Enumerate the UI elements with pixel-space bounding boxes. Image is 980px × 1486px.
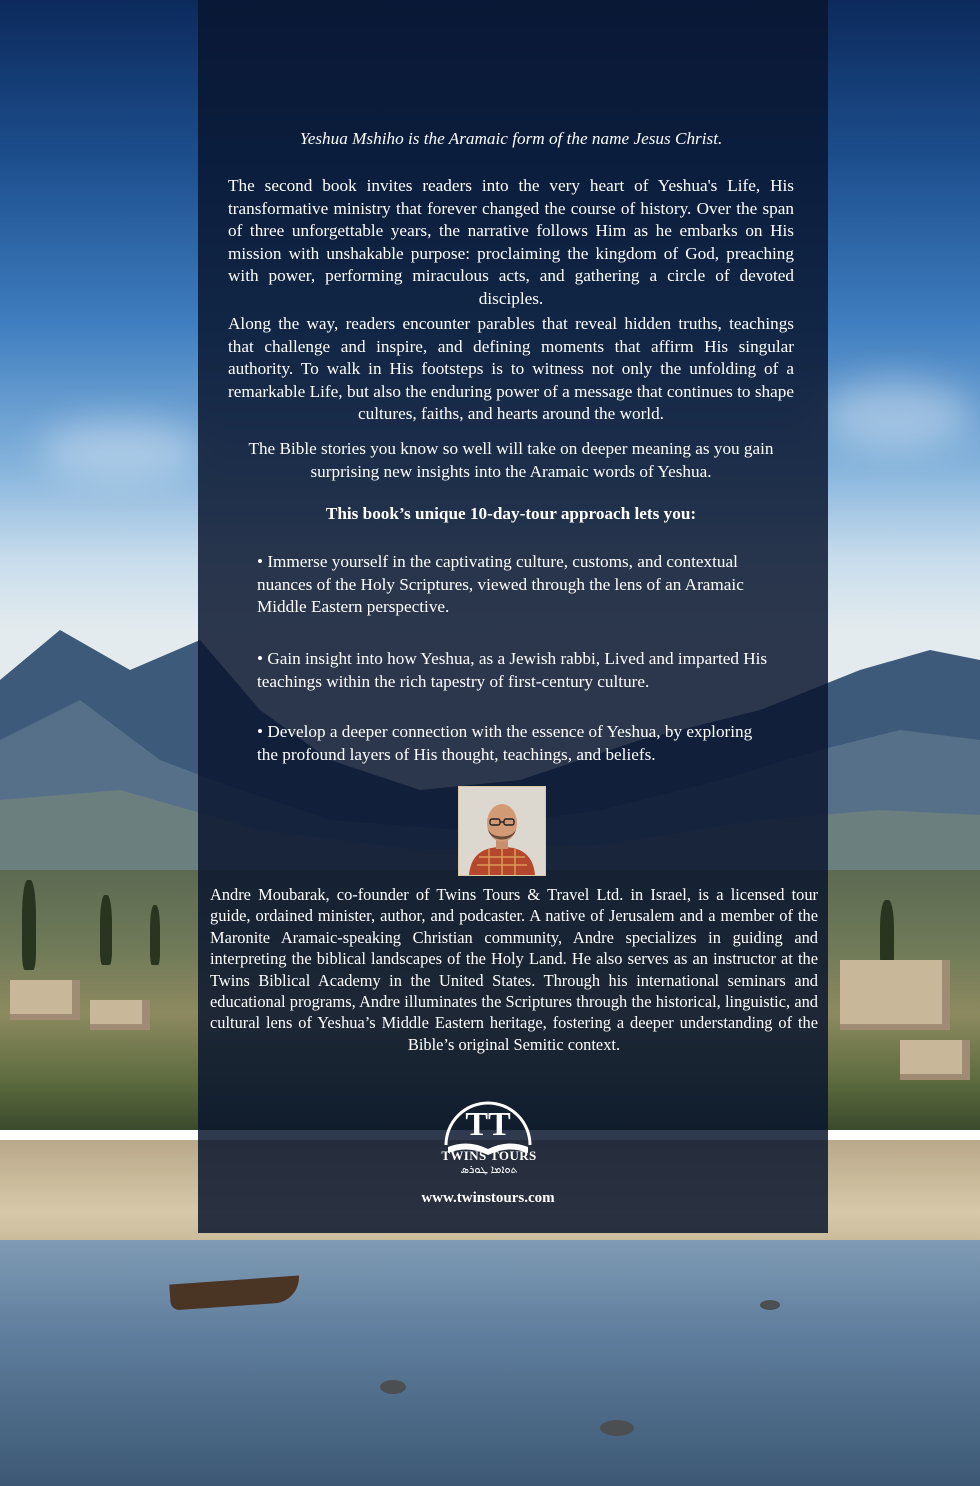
text-panel (198, 0, 828, 1233)
cloud (40, 420, 200, 480)
logo-monogram: TT (465, 1106, 511, 1143)
tree (150, 905, 160, 965)
bullet-item: • Gain insight into how Yeshua, as a Jewish rabbi, Lived and imparted His teachings within the rich tapestry of first-century culture. (257, 649, 768, 691)
tree (22, 880, 36, 970)
rock (600, 1420, 634, 1436)
logo-name: TWINS TOURS (441, 1148, 537, 1163)
author-bio: Andre Moubarak, co-founder of Twins Tours & Travel Ltd. in Israel, is a licensed tour guide, ordained minister, author, and podcaster. A native of Jerusalem and a member of the Maronite Aramaic-speaking Christian community, Andre specializes in guiding and interpreting the biblical landscapes of the Holy Land. He also serves as an instructor at the Twins Biblical Academy in the United States. Through his international seminars and educational programs, Andre illuminates the Scriptures through the historical, linguistic, and cultural lens of Yeshua’s Middle Eastern heritage, fostering a deeper understanding of the Bible’s original Semitic context. (210, 885, 818, 1054)
tree (100, 895, 112, 965)
paragraph-2: Along the way, readers encounter parables that reveal hidden truths, teachings that challenge and inspire, and defining moments that affirm His singular authority. To walk in His footsteps is to witness not only the unfolding of a remarkable Life, but also the enduring power of a message that continues to shape cultures, faiths, and hearts around the world. (228, 314, 794, 424)
intro-line: Yeshua Mshiho is the Aramaic form of the name Jesus Christ. (299, 129, 723, 148)
author-portrait (459, 787, 545, 875)
building (10, 980, 80, 1020)
author-photo (458, 786, 546, 876)
paragraph-3: The Bible stories you know so well will take on deeper meaning as you gain surprising new insights into the Aramaic words of Yeshua. (248, 439, 774, 481)
paragraph-1: The second book invites readers into the very heart of Yeshua's Life, His transformative ministry that forever changed the course of history. Over the span of three unforgettable years, the narrative follows Him as he embarks on His mission with unshakable purpose: proclaiming the kingdom of God, preaching with power, performing miraculous acts, and gathering a circle of devoted disciples. (228, 176, 794, 308)
rock (760, 1300, 780, 1310)
bullet-item: • Develop a deeper connection with the essence of Yeshua, by exploring the profound layers of His thought, teachings, and beliefs. (257, 722, 753, 764)
building (90, 1000, 150, 1030)
rock (380, 1380, 406, 1394)
bullet-item: • Immerse yourself in the captivating culture, customs, and contextual nuances of the Holy Scriptures, viewed through the lens of an Aramaic Middle Eastern perspective. (257, 552, 744, 617)
logo-subtitle: ܬܘܐܡܐ ܛܘܪܣ (460, 1164, 518, 1176)
cloud (820, 380, 970, 450)
building (840, 960, 950, 1030)
building (900, 1040, 970, 1080)
website-link[interactable]: www.twinstours.com (421, 1190, 555, 1206)
water (0, 1240, 980, 1486)
approach-heading: This book’s unique 10-day-tour approach lets you: (325, 504, 697, 523)
